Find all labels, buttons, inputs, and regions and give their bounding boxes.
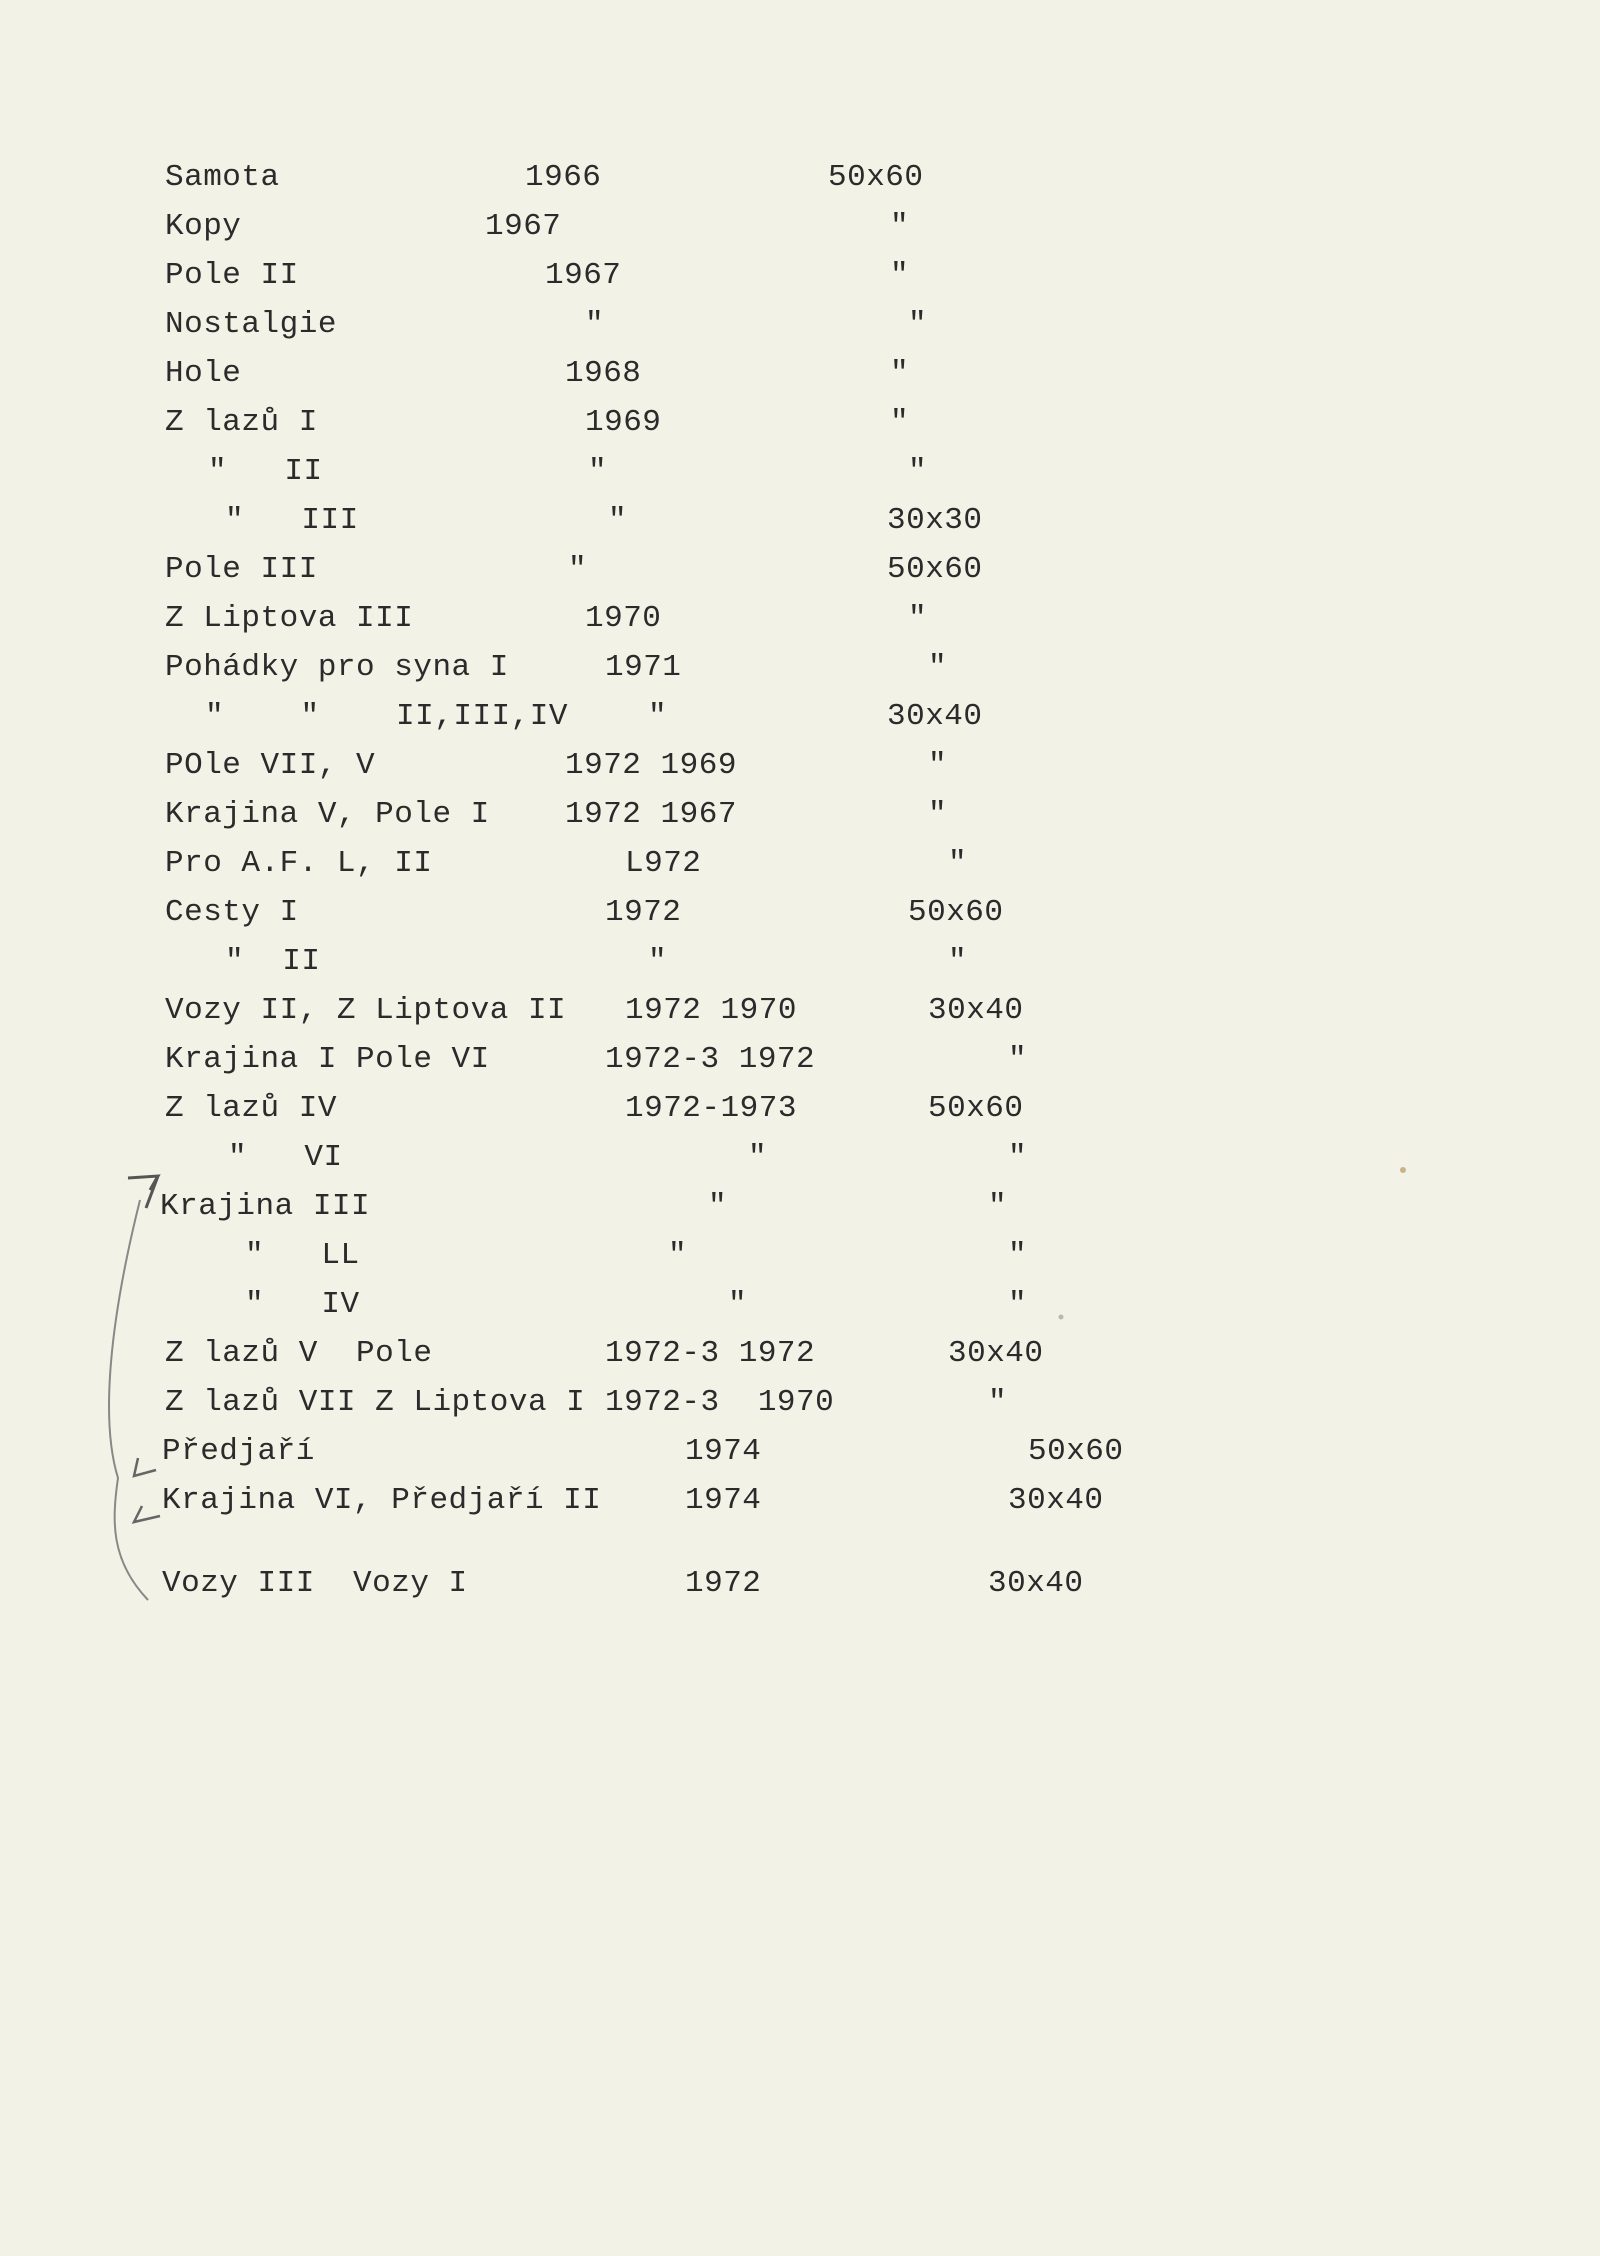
list-item — [0, 895, 1600, 935]
artwork-year: " — [708, 1189, 728, 1224]
list-item — [0, 797, 1600, 837]
artwork-size: 50x60 — [1028, 1434, 1124, 1469]
artwork-title: Z lazů V Pole — [165, 1336, 433, 1371]
artwork-year: 1972 1969 — [565, 748, 737, 783]
list-item — [0, 1042, 1600, 1082]
artwork-year: 1967 — [485, 209, 562, 244]
artwork-title: " IV — [245, 1287, 360, 1322]
artwork-title: Cesty I — [165, 895, 299, 930]
list-item — [0, 748, 1600, 788]
artwork-size: 30x40 — [928, 993, 1024, 1028]
artwork-title: Krajina III — [160, 1189, 371, 1224]
artwork-size: 30x40 — [948, 1336, 1044, 1371]
artwork-title: " " II,III,IV — [205, 699, 568, 734]
artwork-title: Pohádky pro syna I — [165, 650, 509, 685]
artwork-year: L972 — [625, 846, 702, 881]
artwork-size: " — [988, 1189, 1008, 1224]
artwork-year: " — [608, 503, 628, 538]
artwork-title: Pole II — [165, 258, 299, 293]
artwork-size: 30x40 — [887, 699, 983, 734]
artwork-year: 1972 1970 — [625, 993, 797, 1028]
artwork-year: 1972 1967 — [565, 797, 737, 832]
artwork-year: 1972-3 1972 — [605, 1042, 816, 1077]
artwork-size: " — [908, 601, 928, 636]
artwork-year: " — [668, 1238, 688, 1273]
artwork-year: 1971 — [605, 650, 682, 685]
artwork-title: " II — [225, 944, 321, 979]
list-item — [0, 846, 1600, 886]
artwork-title: Z lazů VII Z Liptova I — [165, 1385, 586, 1420]
list-item — [0, 1091, 1600, 1131]
artwork-size: " — [890, 258, 910, 293]
list-item — [0, 258, 1600, 298]
artwork-year: 1972-3 1972 — [605, 1336, 816, 1371]
artwork-size: " — [948, 944, 968, 979]
artwork-year: 1966 — [525, 160, 602, 195]
artwork-year: 1968 — [565, 356, 642, 391]
list-item — [0, 1566, 1600, 1606]
artwork-size: " — [1008, 1238, 1028, 1273]
list-item — [0, 356, 1600, 396]
artwork-size: " — [890, 356, 910, 391]
artwork-size: 30x30 — [887, 503, 983, 538]
artwork-title: Pole III — [165, 552, 318, 587]
artwork-size: " — [908, 307, 928, 342]
artwork-size: " — [928, 748, 948, 783]
artwork-title: Z lazů I — [165, 405, 318, 440]
artwork-year: 1972 — [685, 1566, 762, 1601]
artwork-year: " — [585, 307, 605, 342]
list-item — [0, 209, 1600, 249]
artwork-title: Vozy III Vozy I — [162, 1566, 468, 1601]
list-item — [0, 1385, 1600, 1425]
artwork-year: 1969 — [585, 405, 662, 440]
artwork-size: " — [948, 846, 968, 881]
artwork-title: Samota — [165, 160, 280, 195]
artwork-title: Krajina VI, Předjaří II — [162, 1483, 602, 1518]
list-item — [0, 1238, 1600, 1278]
artwork-size: 50x60 — [828, 160, 924, 195]
artwork-year: 1972 — [605, 895, 682, 930]
artwork-year: 1972-1973 — [625, 1091, 797, 1126]
artwork-year: 1974 — [685, 1434, 762, 1469]
artwork-title: Pro A.F. L, II — [165, 846, 433, 881]
artwork-title: Předjaří — [162, 1434, 315, 1469]
list-item — [0, 699, 1600, 739]
artwork-size: 50x60 — [908, 895, 1004, 930]
artwork-size: " — [890, 405, 910, 440]
list-item — [0, 1483, 1600, 1523]
artwork-size: " — [1008, 1140, 1028, 1175]
artwork-title: Krajina I Pole VI — [165, 1042, 490, 1077]
artwork-title: Krajina V, Pole I — [165, 797, 490, 832]
artwork-title: POle VII, V — [165, 748, 376, 783]
list-item — [0, 160, 1600, 200]
list-item — [0, 1287, 1600, 1327]
list-item — [0, 1189, 1600, 1229]
artwork-title: Z Liptova III — [165, 601, 414, 636]
artwork-title: " VI — [228, 1140, 343, 1175]
list-item — [0, 1336, 1600, 1376]
list-item — [0, 1434, 1600, 1474]
list-item — [0, 1140, 1600, 1180]
artwork-year: " — [728, 1287, 748, 1322]
artwork-size: " — [890, 209, 910, 244]
list-item — [0, 993, 1600, 1033]
artwork-title: Nostalgie — [165, 307, 337, 342]
artwork-size: " — [928, 650, 948, 685]
artwork-year: 1967 — [545, 258, 622, 293]
list-item — [0, 944, 1600, 984]
artwork-title: Hole — [165, 356, 242, 391]
artwork-size: 30x40 — [988, 1566, 1084, 1601]
artwork-size: 30x40 — [1008, 1483, 1104, 1518]
artwork-size: 50x60 — [928, 1091, 1024, 1126]
artwork-year: 1972-3 1970 — [605, 1385, 835, 1420]
artwork-title: Kopy — [165, 209, 242, 244]
list-item — [0, 454, 1600, 494]
artwork-title: " LL — [245, 1238, 360, 1273]
list-item — [0, 650, 1600, 690]
list-item — [0, 405, 1600, 445]
artwork-year: " — [648, 944, 668, 979]
artwork-size: " — [988, 1385, 1008, 1420]
artwork-title: Z lazů IV — [165, 1091, 337, 1126]
list-item — [0, 601, 1600, 641]
artwork-title: " II — [208, 454, 323, 489]
artwork-size: 50x60 — [887, 552, 983, 587]
artwork-size: " — [1008, 1287, 1028, 1322]
artwork-title: " III — [225, 503, 359, 538]
artwork-year: " — [568, 552, 588, 587]
artwork-size: " — [928, 797, 948, 832]
artwork-year: " — [648, 699, 668, 734]
artwork-year: 1970 — [585, 601, 662, 636]
list-item — [0, 552, 1600, 592]
artwork-title: Vozy II, Z Liptova II — [165, 993, 567, 1028]
artwork-year: 1974 — [685, 1483, 762, 1518]
artwork-year: " — [748, 1140, 768, 1175]
artwork-year: " — [588, 454, 608, 489]
artwork-size: " — [1008, 1042, 1028, 1077]
artwork-size: " — [908, 454, 928, 489]
list-item — [0, 503, 1600, 543]
list-item — [0, 307, 1600, 347]
